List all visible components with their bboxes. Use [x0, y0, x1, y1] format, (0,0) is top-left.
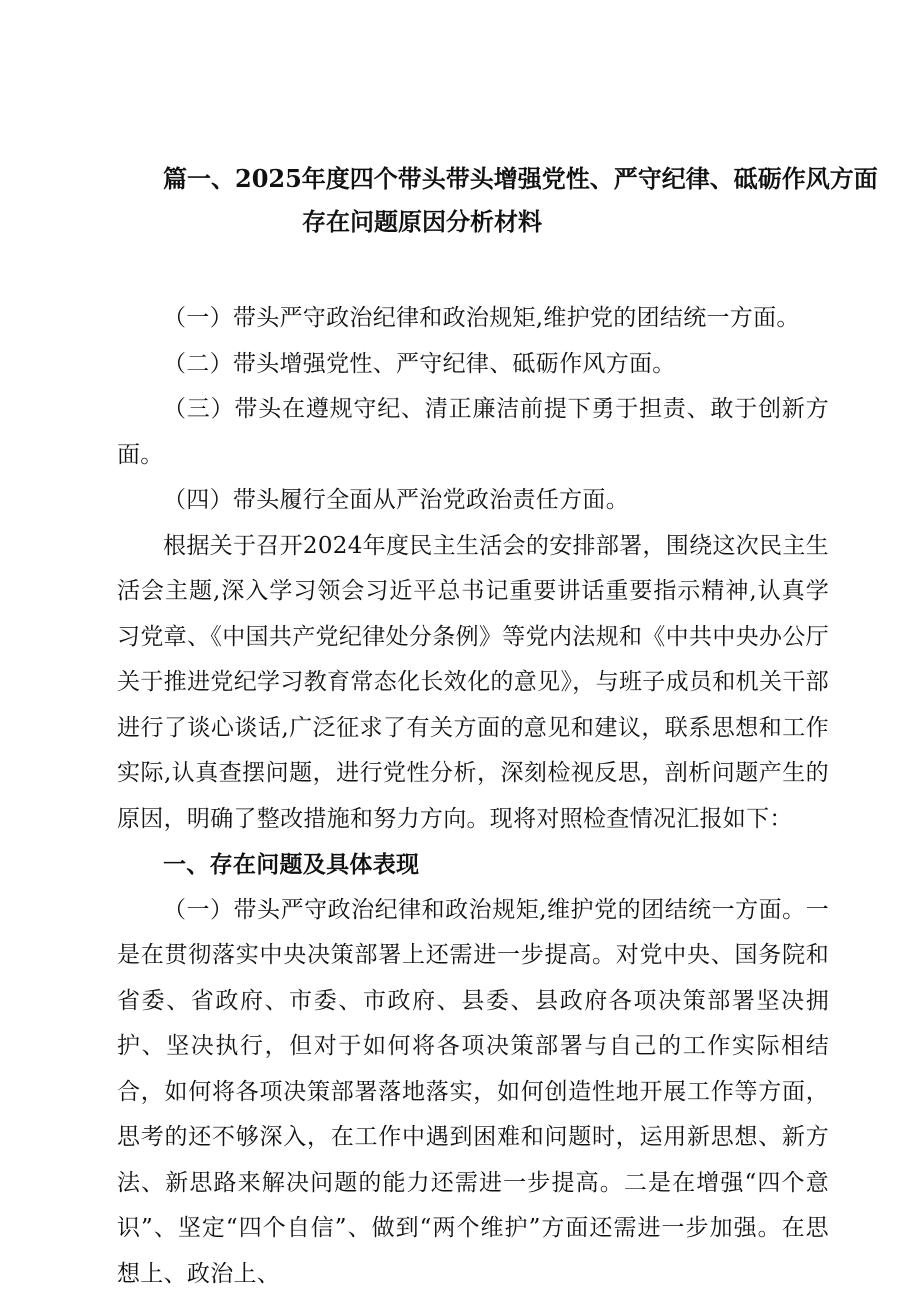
document-body	[117, 296, 829, 1297]
paragraph-item-3: （三）带头在遵规守纪、清正廉洁前提下勇于担责、敢于创新方面。	[117, 396, 829, 468]
paragraph-item-1: （一）带头严守政治纪律和政治规矩,维护党的团结统一方面。	[163, 305, 800, 331]
section-heading: 一、存在问题及具体表现	[163, 851, 420, 878]
document-title-line-2: 存在问题原因分析材料	[302, 207, 542, 236]
paragraph-detail: （一）带头严守政治纪律和政治规矩,维护党的团结统一方面。一是在贯彻落实中央决策部署上还需进一步提高。对党中央、国务院和省委、省政府、市委、市政府、县委、县政府各项决策部署坚决拥护、坚决执行，但对于如何将各项决策部署与自己的工作实际相结合，如何将各项决策部署落地落实，如何创造性地开展工作等方面，思考的还不够深入，在工作中遇到困难和问题时，运用新思想、新方法、新思路来解决问题的能力还需进一步提高。二是在增强“四个意识”、坚定“四个自信”、做到“两个维护”方面还需进一步加强。在思想上、政治上、	[117, 896, 829, 1287]
paragraph-intro: 根据关于召开2024年度民主生活会的安排部署，围绕这次民主生活会主题,深入学习领会习近平总书记重要讲话重要指示精神,认真学习党章、《中国共产党纪律处分条例》等党内法规和《中共中央办公厅关于推进党纪学习教育常态化长效化的意见》，与班子成员和机关干部进行了谈心谈话,广泛征求了有关方面的意见和建议，联系思想和工作实际,认真查摆问题，进行党性分析，深刻检视反思，剖析问题产生的原因，明确了整改措施和努力方向。现将对照检查情况汇报如下：	[117, 532, 829, 832]
document-title-line-1: 篇一、2025年度四个带头带头增强党性、严守纪律、砥砺作风方面	[163, 164, 878, 193]
paragraph-item-4: （四）带头履行全面从严治党政治责任方面。	[163, 487, 629, 513]
paragraph-item-2: （二）带头增强党性、严守纪律、砥砺作风方面。	[163, 350, 676, 377]
